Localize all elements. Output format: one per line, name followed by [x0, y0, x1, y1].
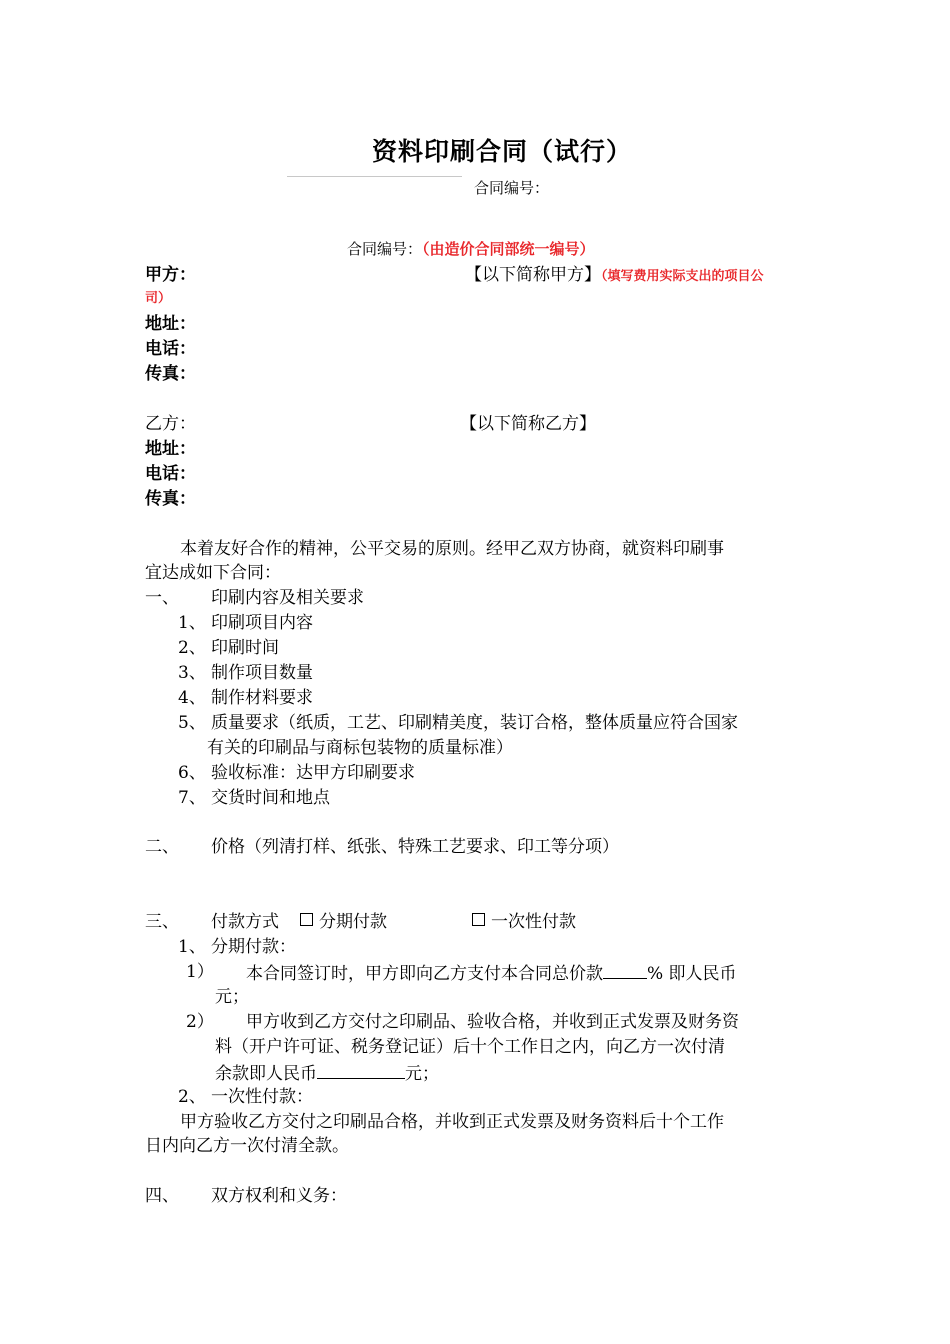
section-1-heading: 印刷内容及相关要求 — [211, 588, 364, 608]
intro-line-1: 本着友好合作的精神，公平交易的原则。经甲乙双方协商，就资料印刷事 — [180, 539, 724, 559]
list-item: 制作项目数量 — [211, 663, 313, 683]
party-b-phone: 电话： — [145, 464, 196, 484]
list-item: 印刷项目内容 — [211, 613, 313, 633]
checkbox-icon — [300, 913, 313, 926]
blank-field[interactable] — [603, 960, 647, 979]
list-item-number: 4、 — [178, 688, 206, 708]
header-divider — [287, 176, 462, 177]
party-a-label: 甲方： — [145, 265, 196, 285]
list-item-number: 1、 — [178, 613, 206, 633]
contract-number-label: 合同编号： — [474, 179, 550, 197]
party-a-abbr: 【以下简称甲方】（填写费用实际支出的项目公 — [465, 265, 764, 285]
party-a-address: 地址： — [145, 314, 196, 334]
installment-option[interactable]: 分期付款 — [300, 910, 387, 934]
list-item: 交货时间和地点 — [211, 788, 330, 808]
payment-item-2: 甲方收到乙方交付之印刷品、验收合格，并收到正式发票及财务资 — [246, 1012, 739, 1032]
contract-number-line: 合同编号：（由造价合同部统一编号） — [347, 240, 595, 258]
list-item: 印刷时间 — [211, 638, 279, 658]
payment-item-1-cont: 元； — [215, 987, 249, 1007]
section-4-number: 四、 — [145, 1186, 179, 1206]
payment-item-1: 本合同签订时，甲方即向乙方支付本合同总价款 % 即人民币 — [246, 960, 737, 986]
section-3-heading: 付款方式 — [211, 912, 279, 932]
sub-item: 分期付款： — [211, 937, 296, 957]
party-a-note: 司） — [145, 291, 172, 306]
list-item-number: 7、 — [178, 788, 206, 808]
party-b-abbr: 【以下简称乙方】 — [460, 414, 596, 434]
sub-item-number: 2、 — [178, 1087, 206, 1107]
list-item-number: 5、 — [178, 713, 206, 733]
payment-item-number: 2） — [186, 1012, 214, 1032]
party-b-label: 乙方： — [145, 414, 196, 434]
page-title: 资料印刷合同（试行） — [372, 137, 633, 166]
section-2-heading: 价格（列清打样、纸张、特殊工艺要求、印工等分项） — [211, 837, 619, 857]
list-item: 质量要求（纸质，工艺、印刷精美度，装订合格，整体质量应符合国家 — [211, 713, 738, 733]
section-1-number: 一、 — [145, 588, 179, 608]
section-2-number: 二、 — [145, 837, 179, 857]
party-a-phone: 电话： — [145, 339, 196, 359]
list-item-number: 2、 — [178, 638, 206, 658]
payment-item-number: 1） — [186, 962, 214, 982]
party-b-address: 地址： — [145, 439, 196, 459]
sub-item: 一次性付款： — [211, 1087, 313, 1107]
blank-field[interactable] — [317, 1060, 405, 1079]
payment-item-2-cont: 余款即人民币 元； — [215, 1060, 439, 1086]
list-item: 验收标准：达甲方印刷要求 — [211, 763, 415, 783]
payment-item-2-cont: 料（开户许可证、税务登记证）后十个工作日之内，向乙方一次付清 — [215, 1037, 725, 1057]
lump-sum-option[interactable]: 一次性付款 — [472, 910, 576, 934]
section-4-heading: 双方权利和义务： — [211, 1186, 347, 1206]
list-item: 制作材料要求 — [211, 688, 313, 708]
list-item-continuation: 有关的印刷品与商标包装物的质量标准） — [207, 738, 513, 758]
lump-sum-text-2: 日内向乙方一次付清全款。 — [145, 1136, 349, 1156]
party-b-fax: 传真： — [145, 489, 196, 509]
intro-line-2: 宜达成如下合同： — [145, 563, 281, 583]
sub-item-number: 1、 — [178, 937, 206, 957]
party-a-fax: 传真： — [145, 364, 196, 384]
checkbox-icon — [472, 913, 485, 926]
lump-sum-text-1: 甲方验收乙方交付之印刷品合格，并收到正式发票及财务资料后十个工作 — [180, 1112, 724, 1132]
list-item-number: 6、 — [178, 763, 206, 783]
section-3-number: 三、 — [145, 912, 179, 932]
list-item-number: 3、 — [178, 663, 206, 683]
